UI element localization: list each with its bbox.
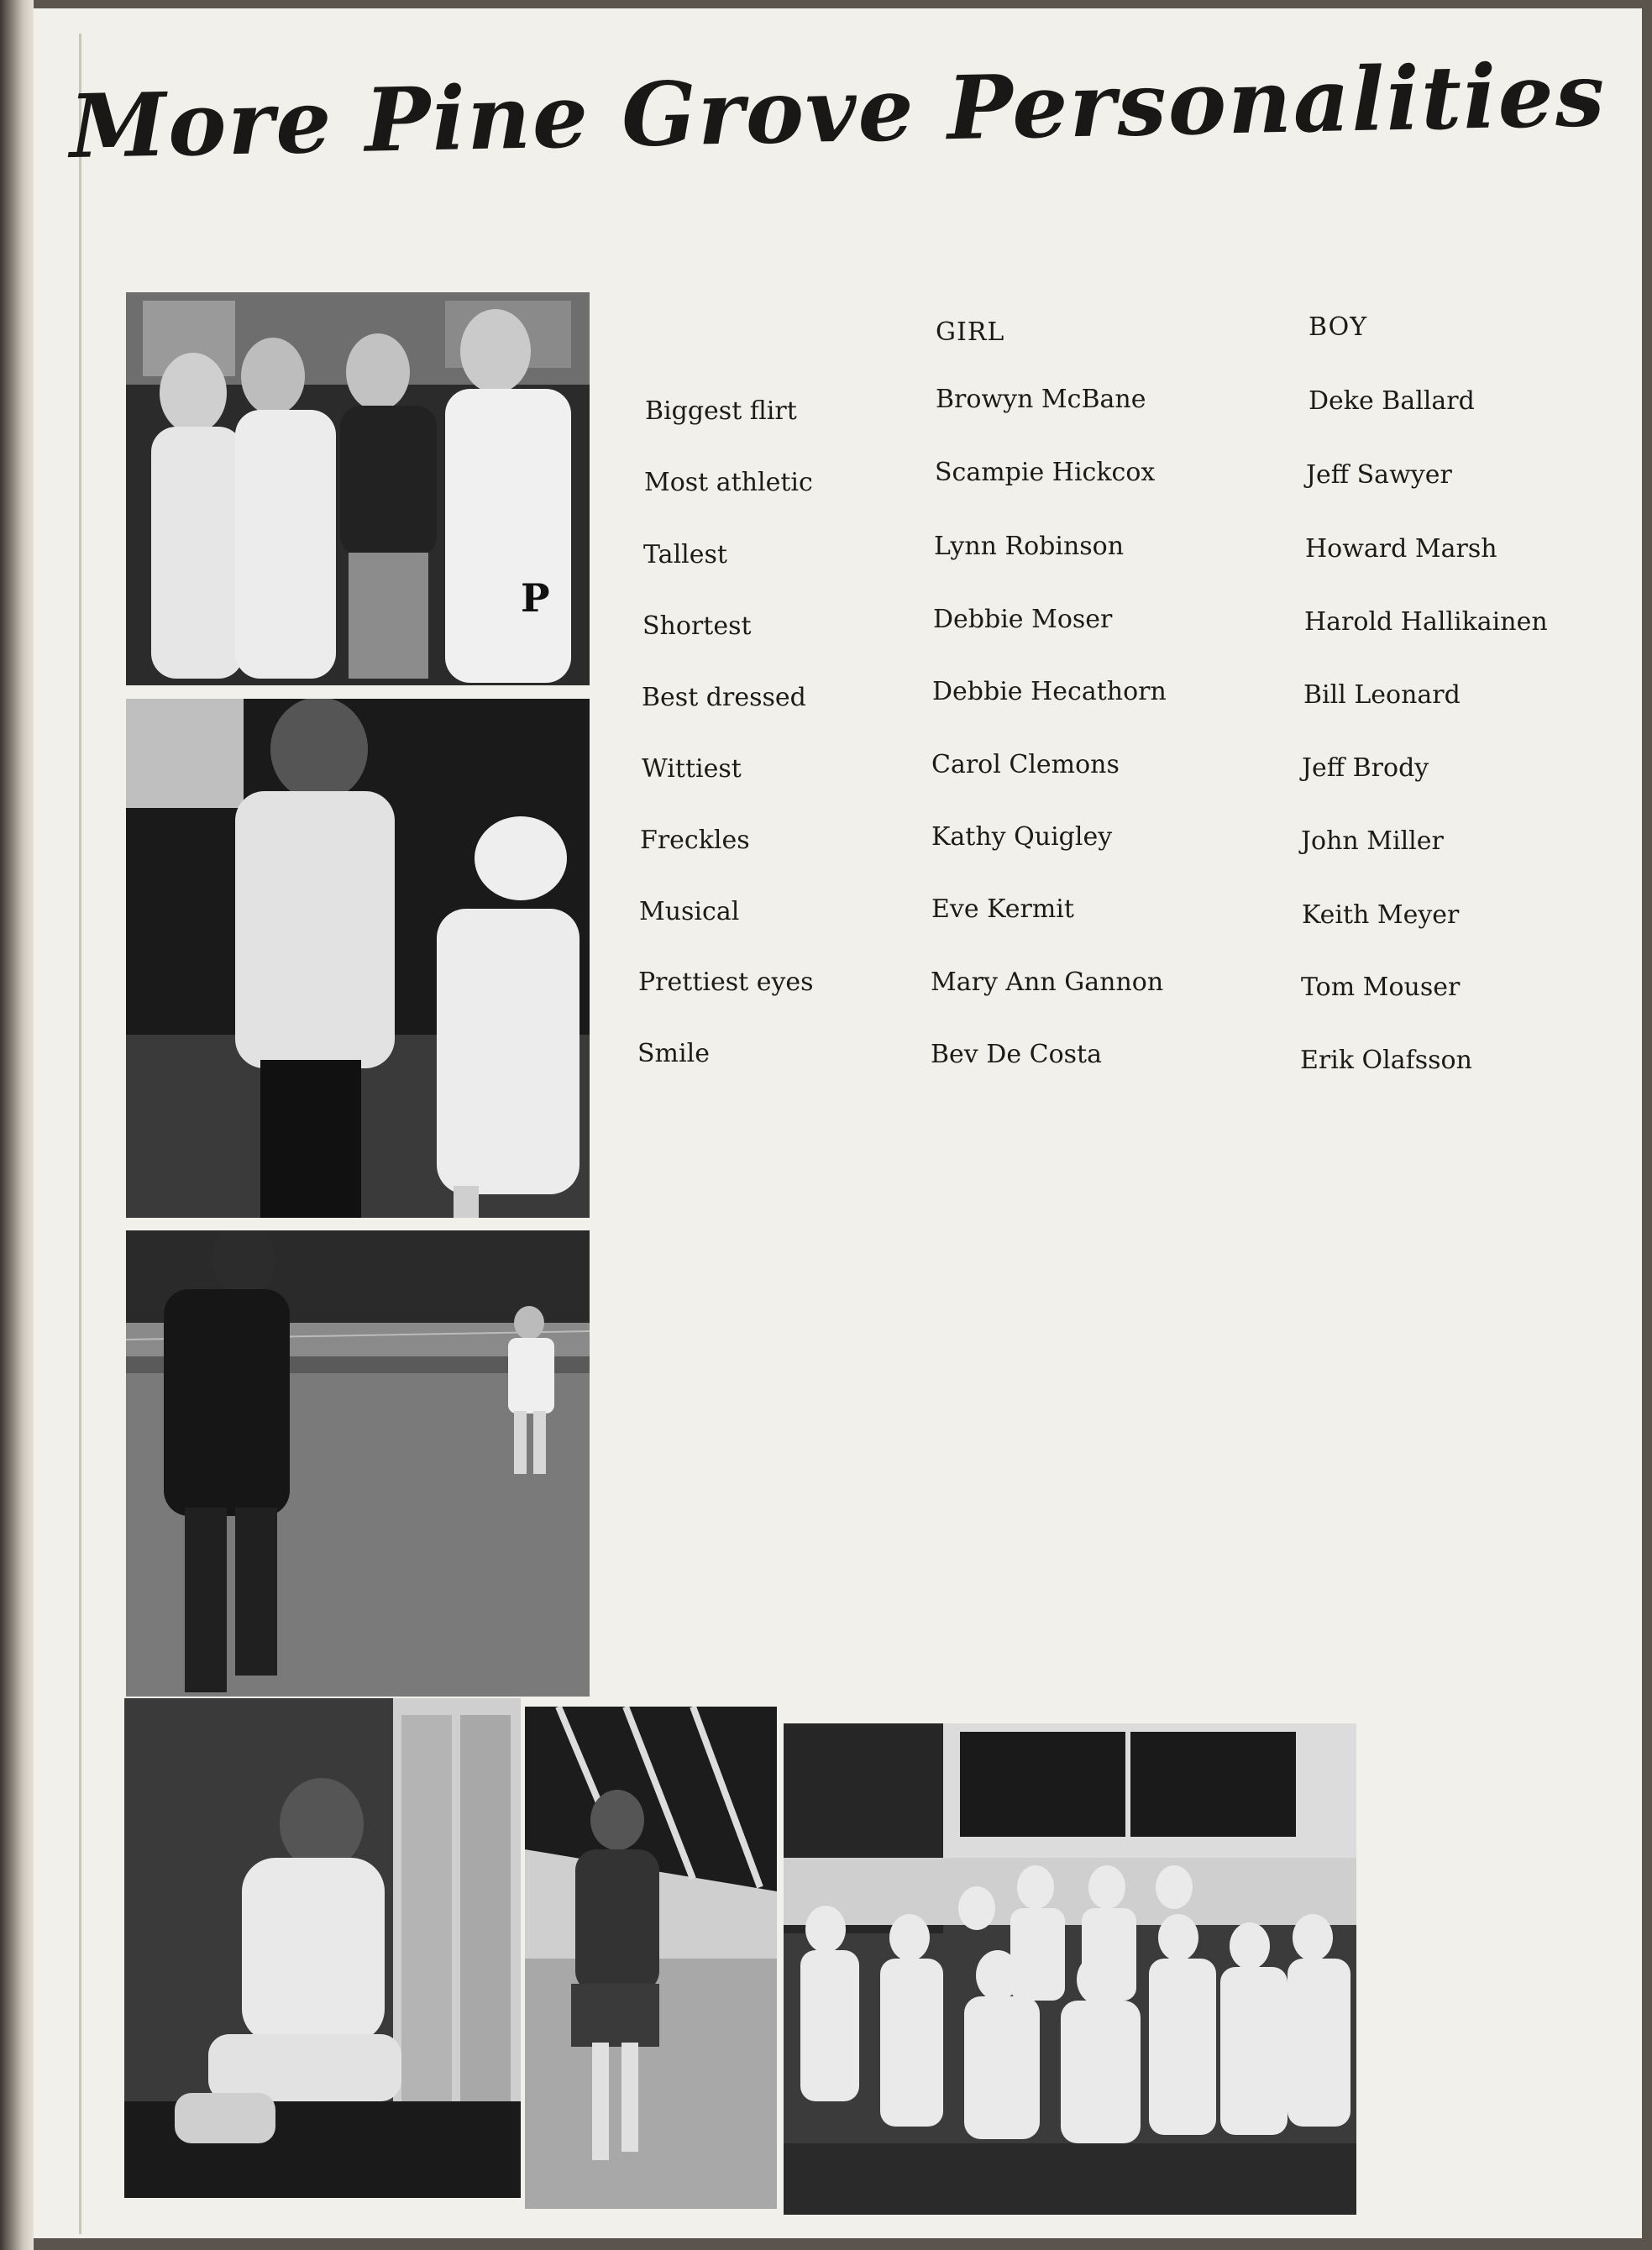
boy-name: Howard Marsh [1305, 534, 1497, 564]
category-label: Freckles [640, 826, 750, 855]
girl-name: Debbie Moser [933, 605, 1113, 634]
yearbook-page [34, 8, 1642, 2238]
boy-name: Jeff Sawyer [1306, 460, 1452, 490]
girl-name: Eve Kermit [931, 894, 1074, 924]
boy-name: Bill Leonard [1303, 680, 1461, 710]
girl-name: Mary Ann Gannon [931, 968, 1164, 997]
girl-name: Kathy Quigley [931, 822, 1113, 852]
category-label: Best dressed [642, 683, 806, 712]
category-label: Shortest [642, 611, 752, 641]
girl-name: Debbie Hecathorn [932, 677, 1167, 706]
boy-name: Keith Meyer [1302, 900, 1460, 930]
girl-name: Browyn McBane [936, 385, 1146, 414]
category-label: Most athletic [644, 468, 813, 497]
boy-name: John Miller [1301, 826, 1444, 856]
page-title: More Pine Grove Personalities [68, 42, 1607, 179]
category-label: Tallest [643, 540, 727, 569]
photo-girl-walking [525, 1707, 777, 2209]
category-label: Biggest flirt [645, 396, 797, 426]
photo-student-at-locker [124, 1698, 521, 2198]
boy-name: Deke Ballard [1308, 386, 1475, 416]
page-gutter-line [79, 34, 81, 2234]
photo-four-students [126, 292, 590, 685]
boy-name: Tom Mouser [1301, 973, 1461, 1002]
boy-name: Harold Hallikainen [1304, 607, 1548, 637]
category-label: Musical [639, 897, 740, 926]
category-label: Smile [637, 1039, 710, 1068]
category-label: Wittiest [642, 754, 742, 784]
column-header-boy: BOY [1308, 312, 1368, 342]
girl-name: Bev De Costa [931, 1040, 1102, 1069]
book-spine [0, 0, 34, 2250]
column-header-girl: GIRL [936, 317, 1005, 347]
girl-name: Lynn Robinson [934, 532, 1125, 561]
boy-name: Erik Olafsson [1300, 1046, 1472, 1075]
girl-name: Scampie Hickcox [935, 458, 1156, 487]
category-label: Prettiest eyes [638, 968, 814, 997]
svg-text:P: P [521, 575, 550, 621]
boy-name: Jeff Brody [1302, 753, 1429, 783]
photo-group-of-boys [784, 1723, 1356, 2215]
girl-name: Carol Clemons [931, 750, 1120, 779]
photo-two-people-talking [126, 699, 590, 1218]
photo-boy-in-field [126, 1230, 590, 1697]
